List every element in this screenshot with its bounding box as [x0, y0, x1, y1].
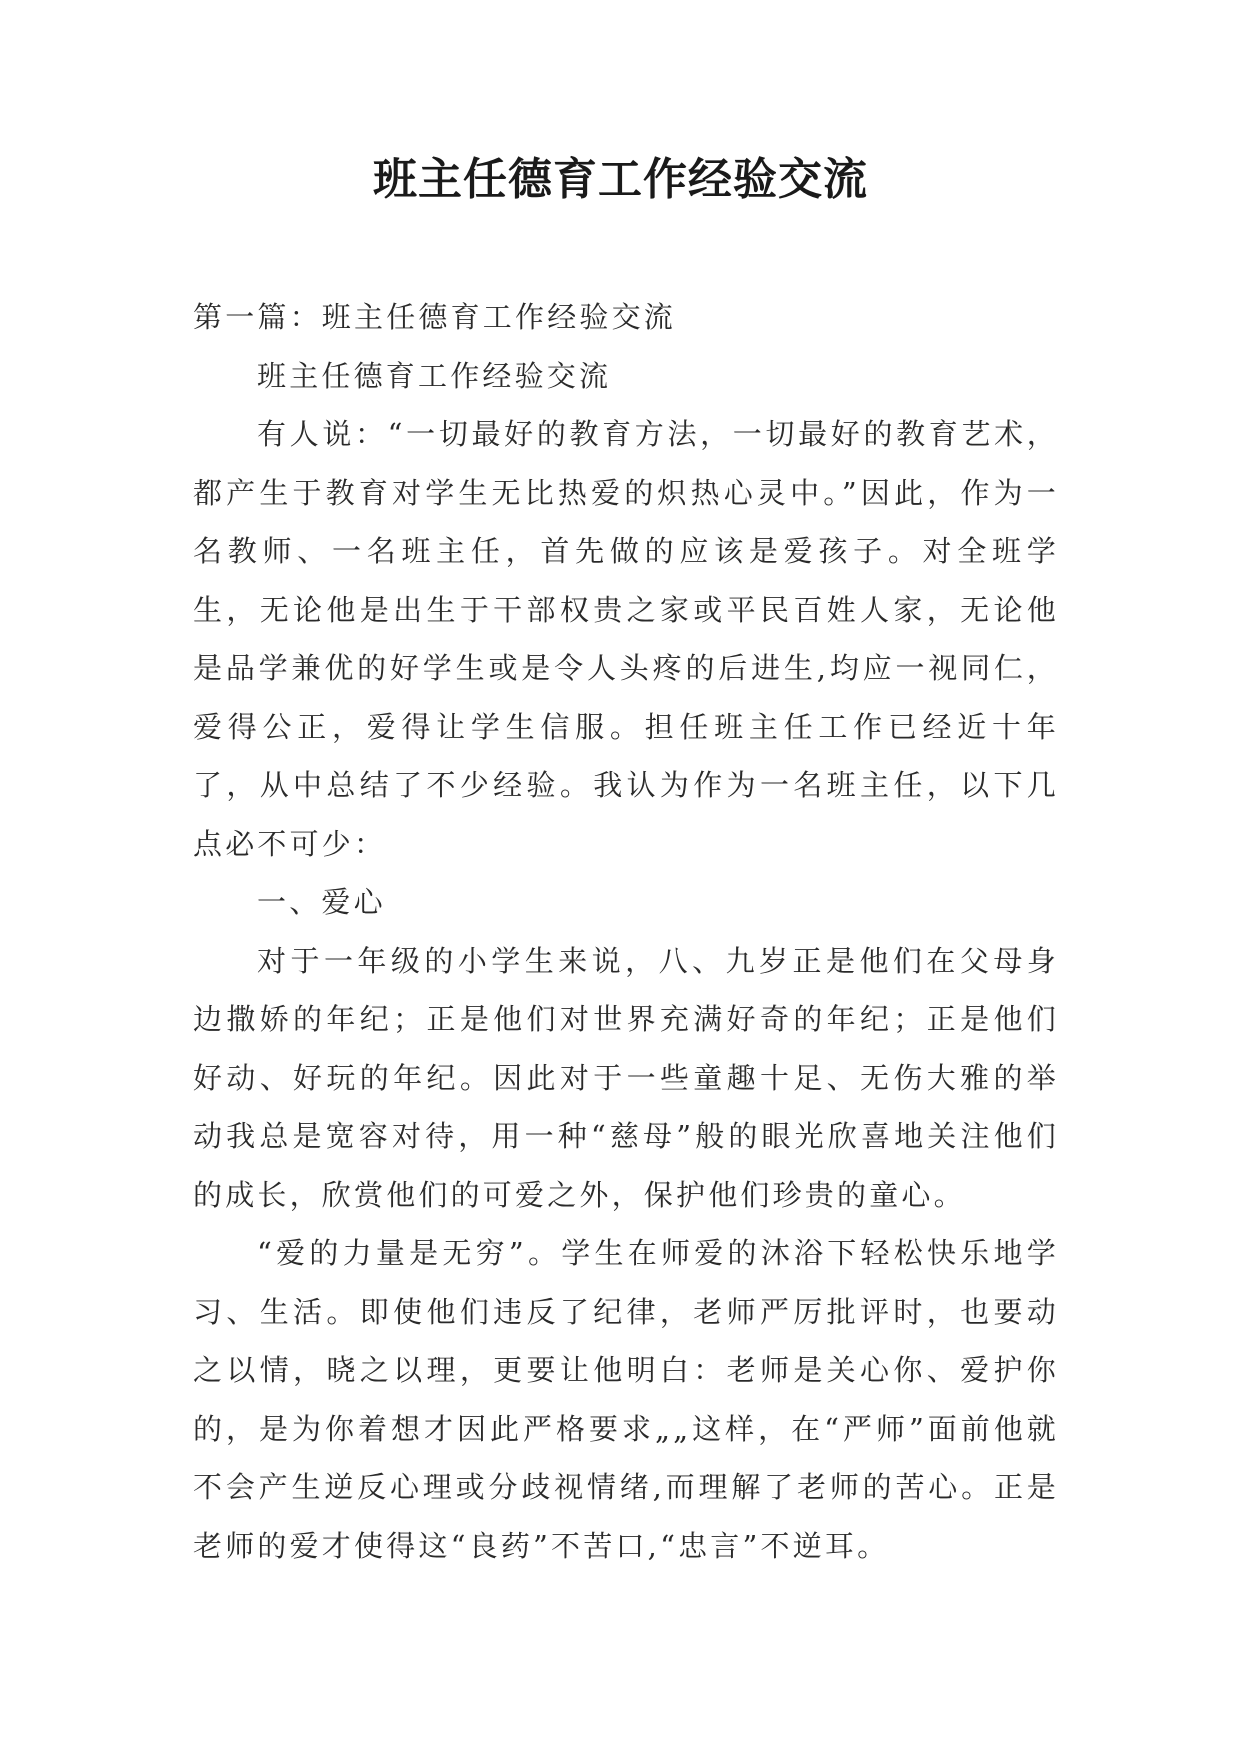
paragraph-love-1: 对于一年级的小学生来说，八、九岁正是他们在父母身边撒娇的年纪；正是他们对世界充满好奇的年纪；正是他们好动、好玩的年纪。因此对于一些童趣十足、无伤大雅的举动我总是宽容对待，用一种“慈母”般的眼光欣喜地关注他们的成长，欣赏他们的可爱之外，保护他们珍贵的童心。: [193, 943, 1059, 1212]
chapter-heading: 第一篇：班主任德育工作经验交流: [193, 300, 677, 334]
document-title: 班主任德育工作经验交流: [373, 154, 868, 205]
section-heading-love: 一、爱心: [257, 885, 386, 919]
paragraph-love-2: “爱的力量是无穷”。学生在师爱的沐浴下轻松快乐地学习、生活。即使他们违反了纪律，老师严厉批评时，也要动之以情，晓之以理，更要让他明白：老师是关心你、爱护你的，是为你着想才因此严格要求„„这样，在“严师”面前他就不会产生逆反心理或分歧视情绪,而理解了老师的苦心。正是老师的爱才使得这“良药”不苦口,“忠言”不逆耳。: [193, 1236, 1059, 1563]
section-title: 班主任德育工作经验交流: [257, 358, 612, 393]
document-body: [193, 288, 1059, 1575]
paragraph-intro: 有人说：“一切最好的教育方法，一切最好的教育艺术，都产生于教育对学生无比热爱的炽热心灵中。”因此，作为一名教师、一名班主任，首先做的应该是爱孩子。对全班学生，无论他是出生于干部权贵之家或平民百姓人家，无论他是品学兼优的好学生或是令人头疼的后进生,均应一视同仁，爱得公正，爱得让学生信服。担任班主任工作已经近十年了，从中总结了不少经验。我认为作为一名班主任，以下几点必不可少：: [193, 417, 1059, 861]
